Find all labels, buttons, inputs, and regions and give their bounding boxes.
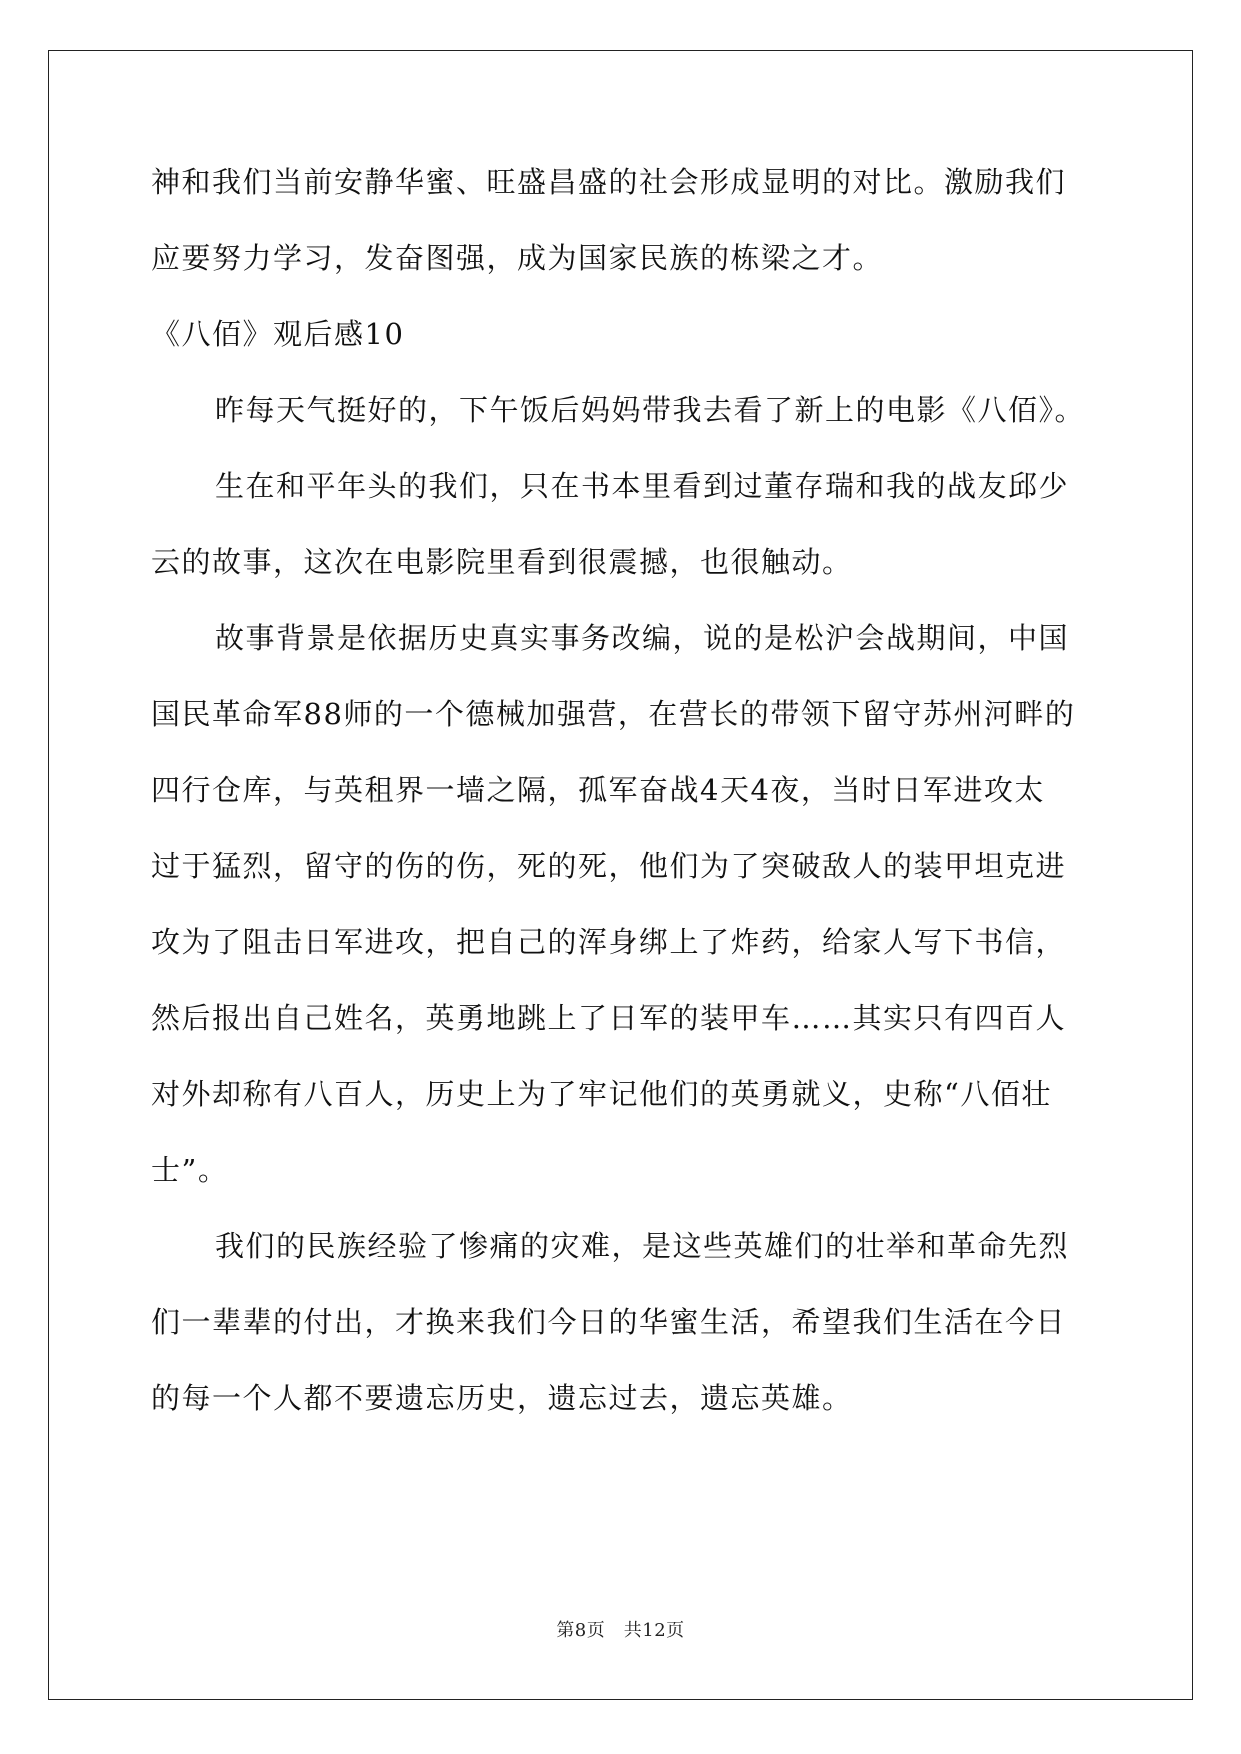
paragraph-line: 士”。 [151, 1153, 229, 1187]
paragraph-line: 昨每天气挺好的，下午饭后妈妈带我去看了新上的电影《八佰》。 [215, 393, 1086, 427]
paragraph-line: 过于猛烈，留守的伤的伤，死的死，他们为了突破敌人的装甲坦克进 [151, 849, 1067, 883]
paragraph-line: 国民革命军88师的一个德械加强营，在营长的带领下留守苏州河畔的 [151, 697, 1076, 731]
paragraph-line: 应要努力学习，发奋图强，成为国家民族的栋梁之才。 [151, 241, 884, 275]
paragraph-line: 攻为了阻击日军进攻，把自己的浑身绑上了炸药，给家人写下书信， [151, 925, 1067, 959]
page-number-footer: 第8页 共12页 [556, 1620, 685, 1641]
paragraph-line: 然后报出自己姓名，英勇地跳上了日军的装甲车……其实只有四百人 [151, 1001, 1067, 1035]
paragraph-line: 们一辈辈的付出，才换来我们今日的华蜜生活，希望我们生活在今日 [151, 1305, 1067, 1339]
paragraph-line: 故事背景是依据历史真实事务改编，说的是松沪会战期间，中国 [215, 621, 1070, 655]
paragraph-line: 神和我们当前安静华蜜、旺盛昌盛的社会形成显明的对比。激励我们 [151, 165, 1067, 199]
paragraph-line: 云的故事，这次在电影院里看到很震撼，也很触动。 [151, 545, 853, 579]
paragraph-line: 生在和平年头的我们，只在书本里看到过董存瑞和我的战友邱少 [215, 469, 1070, 503]
paragraph-line: 对外却称有八百人，历史上为了牢记他们的英勇就义，史称“八佰壮 [151, 1077, 1052, 1111]
section-heading: 《八佰》观后感10 [151, 317, 405, 351]
paragraph-line: 我们的民族经验了惨痛的灾难，是这些英雄们的壮举和革命先烈 [215, 1229, 1070, 1263]
paragraph-line: 的每一个人都不要遗忘历史，遗忘过去，遗忘英雄。 [151, 1381, 853, 1415]
paragraph-line: 四行仓库，与英租界一墙之隔，孤军奋战4天4夜，当时日军进攻太 [151, 773, 1045, 807]
